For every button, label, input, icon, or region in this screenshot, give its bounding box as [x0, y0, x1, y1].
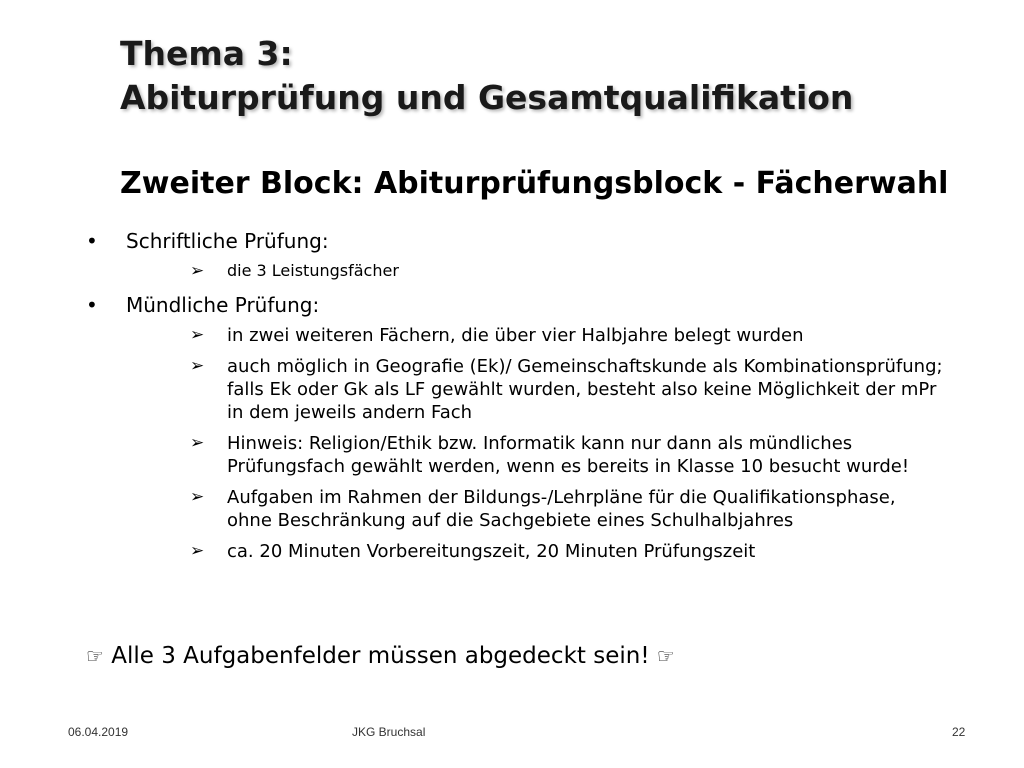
list-item — [86, 355, 946, 424]
bullet-icon: • — [86, 229, 98, 253]
title-line-1: Thema 3: — [120, 34, 293, 73]
title-line-2: Abiturprüfung und Gesamtqualifikation — [120, 78, 854, 117]
final-note — [86, 640, 946, 672]
written-exam-list — [86, 260, 946, 282]
list-item — [86, 486, 946, 532]
list-item — [86, 324, 946, 347]
list-item-text: in zwei weiteren Fächern, die über vier Halbjahre belegt wurden — [227, 325, 804, 346]
arrow-bullet-icon: ➢ — [190, 433, 205, 453]
arrow-bullet-icon: ➢ — [190, 325, 205, 345]
list-item — [86, 432, 946, 478]
slide-subtitle: Zweiter Block: Abiturprüfungsblock - Fächerwahl — [120, 166, 949, 201]
pointing-hand-icon: ☞ — [656, 644, 675, 668]
arrow-bullet-icon: ➢ — [190, 261, 205, 281]
list-item-text: ca. 20 Minuten Vorbereitungszeit, 20 Minuten Prüfungszeit — [227, 541, 756, 562]
oral-exam-list — [86, 324, 946, 563]
pointing-hand-icon: ☞ — [86, 644, 104, 668]
footer-page-number: 22 — [952, 725, 966, 739]
footer-date: 06.04.2019 — [68, 725, 129, 739]
list-item-text: die 3 Leistungsfächer — [227, 261, 399, 280]
arrow-bullet-icon: ➢ — [190, 356, 205, 376]
section-label: Mündliche Prüfung: — [126, 293, 320, 317]
section-oral-exam — [86, 292, 946, 318]
list-item — [86, 540, 946, 563]
section-written-exam — [86, 228, 946, 254]
list-item-text: Aufgaben im Rahmen der Bildungs-/Lehrpläne für die Qualifikationsphase, ohne Beschränkung auf die Sachgebiete eines Schulhalbjahres — [227, 487, 896, 531]
list-item-text: Hinweis: Religion/Ethik bzw. Informatik kann nur dann als mündliches Prüfungsfach gewählt werden, wenn es bereits in Klasse 10 besucht wurde! — [227, 433, 910, 477]
slide-content — [86, 228, 946, 573]
bullet-icon: • — [86, 293, 98, 317]
section-label: Schriftliche Prüfung: — [126, 229, 329, 253]
slide-title — [120, 32, 980, 120]
list-item-text: auch möglich in Geografie (Ek)/ Gemeinschaftskunde als Kombinationsprüfung; falls Ek oder Gk als LF gewählt wurden, besteht also keine Möglichkeit der mPr in dem jeweils andern Fach — [227, 356, 943, 423]
list-item — [86, 260, 946, 282]
final-note-text: Alle 3 Aufgabenfelder müssen abgedeckt sein! — [111, 643, 650, 669]
arrow-bullet-icon: ➢ — [190, 487, 205, 507]
footer-organization: JKG Bruchsal — [352, 725, 426, 739]
arrow-bullet-icon: ➢ — [190, 541, 205, 561]
